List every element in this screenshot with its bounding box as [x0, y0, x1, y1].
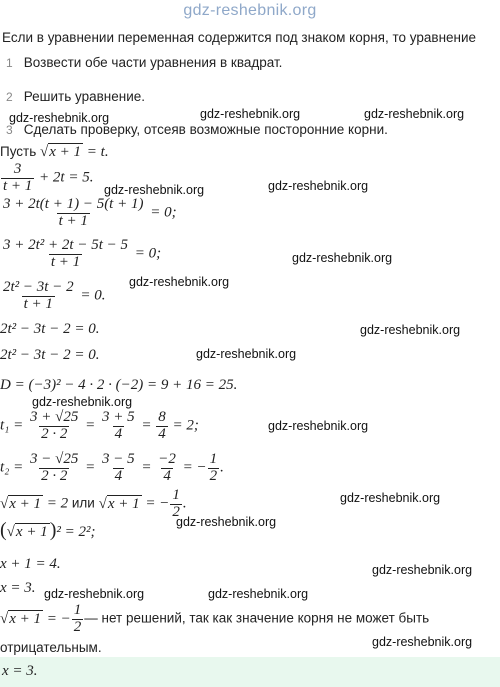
no-solution-text-cont: отрицательным.: [0, 640, 102, 655]
period: .: [182, 495, 187, 512]
fraction: [156, 410, 168, 443]
site-header-text: gdz-reshebnik.org: [183, 2, 317, 19]
numerator: 8: [158, 409, 166, 425]
denominator: 2: [209, 467, 218, 484]
numerator: 1: [73, 602, 82, 618]
step-2: [6, 89, 145, 104]
no-solution-text: — нет решений, так как значение корня не может быть: [84, 610, 430, 626]
denominator: t + 1: [58, 212, 88, 229]
denominator: 2: [73, 618, 82, 635]
answer-text: x = 3.: [2, 663, 38, 679]
step-1: [6, 55, 282, 70]
watermark: gdz-reshebnik.org: [32, 395, 133, 409]
solution-x: x = 3.: [0, 580, 36, 596]
numerator: 3 − √25: [30, 451, 79, 467]
fraction: [72, 603, 84, 636]
root-label: t₂ =: [0, 459, 28, 476]
watermark: gdz-reshebnik.org: [360, 323, 461, 337]
no-solution-line: [0, 603, 429, 636]
watermark: gdz-reshebnik.org: [268, 179, 369, 193]
fraction: [208, 452, 220, 485]
root-value: = 2;: [168, 417, 199, 434]
watermark: gdz-reshebnik.org: [196, 347, 297, 361]
watermark: gdz-reshebnik.org: [200, 107, 301, 121]
squared-rest: ² = 2²;: [56, 524, 96, 540]
equation-2: [0, 197, 177, 230]
equals-minus: = −: [43, 610, 71, 627]
denominator: 2 · 2: [41, 425, 68, 442]
equation-4: [0, 280, 105, 313]
numerator: 2t² − 3t − 2: [3, 279, 74, 295]
denominator: 2 · 2: [41, 467, 68, 484]
denominator: 2: [172, 503, 180, 520]
fraction: [28, 452, 80, 485]
numerator: 3 + 2t² + 2t − 5t − 5: [3, 237, 128, 253]
fraction: [1, 197, 145, 230]
watermark: gdz-reshebnik.org: [9, 111, 110, 125]
intro-text: Если в уравнении переменная содержится под знаком корня, то уравнение: [2, 30, 477, 45]
watermark: gdz-reshebnik.org: [176, 515, 277, 529]
denominator: t + 1: [23, 295, 53, 312]
let-rest: = t.: [83, 144, 109, 160]
numerator: 3 + 5: [102, 409, 135, 425]
step-number: 2: [6, 90, 13, 104]
back-substitution: [0, 488, 187, 521]
numerator: 1: [209, 451, 218, 467]
watermark: gdz-reshebnik.org: [268, 419, 369, 433]
equation-rest: = 0.: [76, 287, 106, 304]
sqrt-expression: √x + 1: [0, 495, 42, 512]
root-t2: t₂ = $\frac{3 - √25}{2 \cdot 2}$ = $\frac{3 - 5}{4}$ = $\frac{-2}{4}$ = − $\frac{1}{2}$ .: [0, 451, 224, 484]
discriminant: D = (−3)² − 4 · 2 · (−2) = 9 + 16 = 25.: [0, 377, 238, 393]
answer-box: [0, 657, 500, 687]
numerator: 1: [172, 487, 180, 503]
let-prefix: Пусть: [0, 144, 37, 159]
equation-rest: + 2t = 5.: [35, 169, 94, 186]
denominator: 4: [158, 425, 166, 442]
fraction: [1, 162, 34, 195]
sqrt-argument: x + 1: [9, 610, 42, 627]
denominator: 4: [114, 467, 123, 484]
fraction: [100, 452, 137, 485]
denominator: 4: [114, 425, 123, 442]
equation-3: [0, 238, 161, 271]
equation-6: 2t² − 3t − 2 = 0.: [0, 347, 100, 363]
sqrt-expression: √x + 1: [40, 144, 82, 160]
sqrt-argument: x + 1: [9, 495, 42, 512]
numerator: −2: [158, 451, 176, 467]
sqrt-argument: x + 1: [15, 524, 48, 540]
watermark: gdz-reshebnik.org: [364, 107, 465, 121]
numerator: 3: [13, 161, 22, 177]
squared-equation: (√x + 1 )² = 2²;: [0, 519, 96, 541]
denominator: 4: [163, 467, 171, 484]
sqrt-argument: x + 1: [49, 144, 82, 160]
equation-rest: = 0;: [146, 204, 177, 221]
period: .: [220, 459, 224, 476]
fraction: [100, 410, 137, 443]
watermark: gdz-reshebnik.org: [104, 183, 205, 197]
step-number: 1: [6, 56, 13, 70]
fraction: [1, 238, 130, 271]
watermark: gdz-reshebnik.org: [292, 251, 393, 265]
sqrt-argument: x + 1: [107, 495, 140, 512]
watermark: gdz-reshebnik.org: [129, 275, 230, 289]
site-header: [0, 0, 500, 22]
equals-minus: = −: [178, 459, 207, 476]
root-t1: t₁ = $\frac{3 + √25}{2 \cdot 2}$ = $\frac{3 + 5}{4}$ = $\frac{8}{4}$ = 2;: [0, 409, 199, 442]
watermark: gdz-reshebnik.org: [372, 635, 473, 649]
watermark: gdz-reshebnik.org: [44, 587, 145, 601]
equation-1: [0, 162, 93, 195]
fraction: [156, 452, 178, 485]
numerator: 3 − 5: [102, 451, 135, 467]
substitution-line: [0, 144, 109, 161]
root-label: t₁ =: [0, 417, 28, 434]
fraction: [1, 280, 76, 313]
denominator: t + 1: [3, 177, 33, 194]
numerator: 3 + √25: [30, 409, 79, 425]
watermark: gdz-reshebnik.org: [208, 587, 309, 601]
or-word: или: [71, 495, 95, 511]
step-number: 3: [6, 123, 13, 137]
equals-minus: = −: [141, 495, 170, 512]
step-text: Сделать проверку, отсеяв возможные посторонние корни.: [23, 122, 388, 137]
sqrt-expression: √x + 1: [98, 495, 140, 512]
sqrt-expression: √x + 1: [6, 524, 48, 540]
denominator: t + 1: [50, 253, 81, 270]
watermark: gdz-reshebnik.org: [372, 563, 473, 577]
sqrt-expression: √x + 1: [0, 610, 42, 627]
fraction: [28, 410, 80, 443]
watermark: gdz-reshebnik.org: [340, 491, 441, 505]
linear-equation: x + 1 = 4.: [0, 556, 61, 572]
step-text: Возвести обе части уравнения в квадрат.: [23, 55, 283, 70]
step-text: Решить уравнение.: [23, 89, 146, 104]
equation-rest: = 0;: [131, 245, 162, 262]
equals-two: = 2: [43, 495, 72, 512]
numerator: 3 + 2t(t + 1) − 5(t + 1): [3, 196, 144, 212]
equation-5: 2t² − 3t − 2 = 0.: [0, 321, 100, 337]
